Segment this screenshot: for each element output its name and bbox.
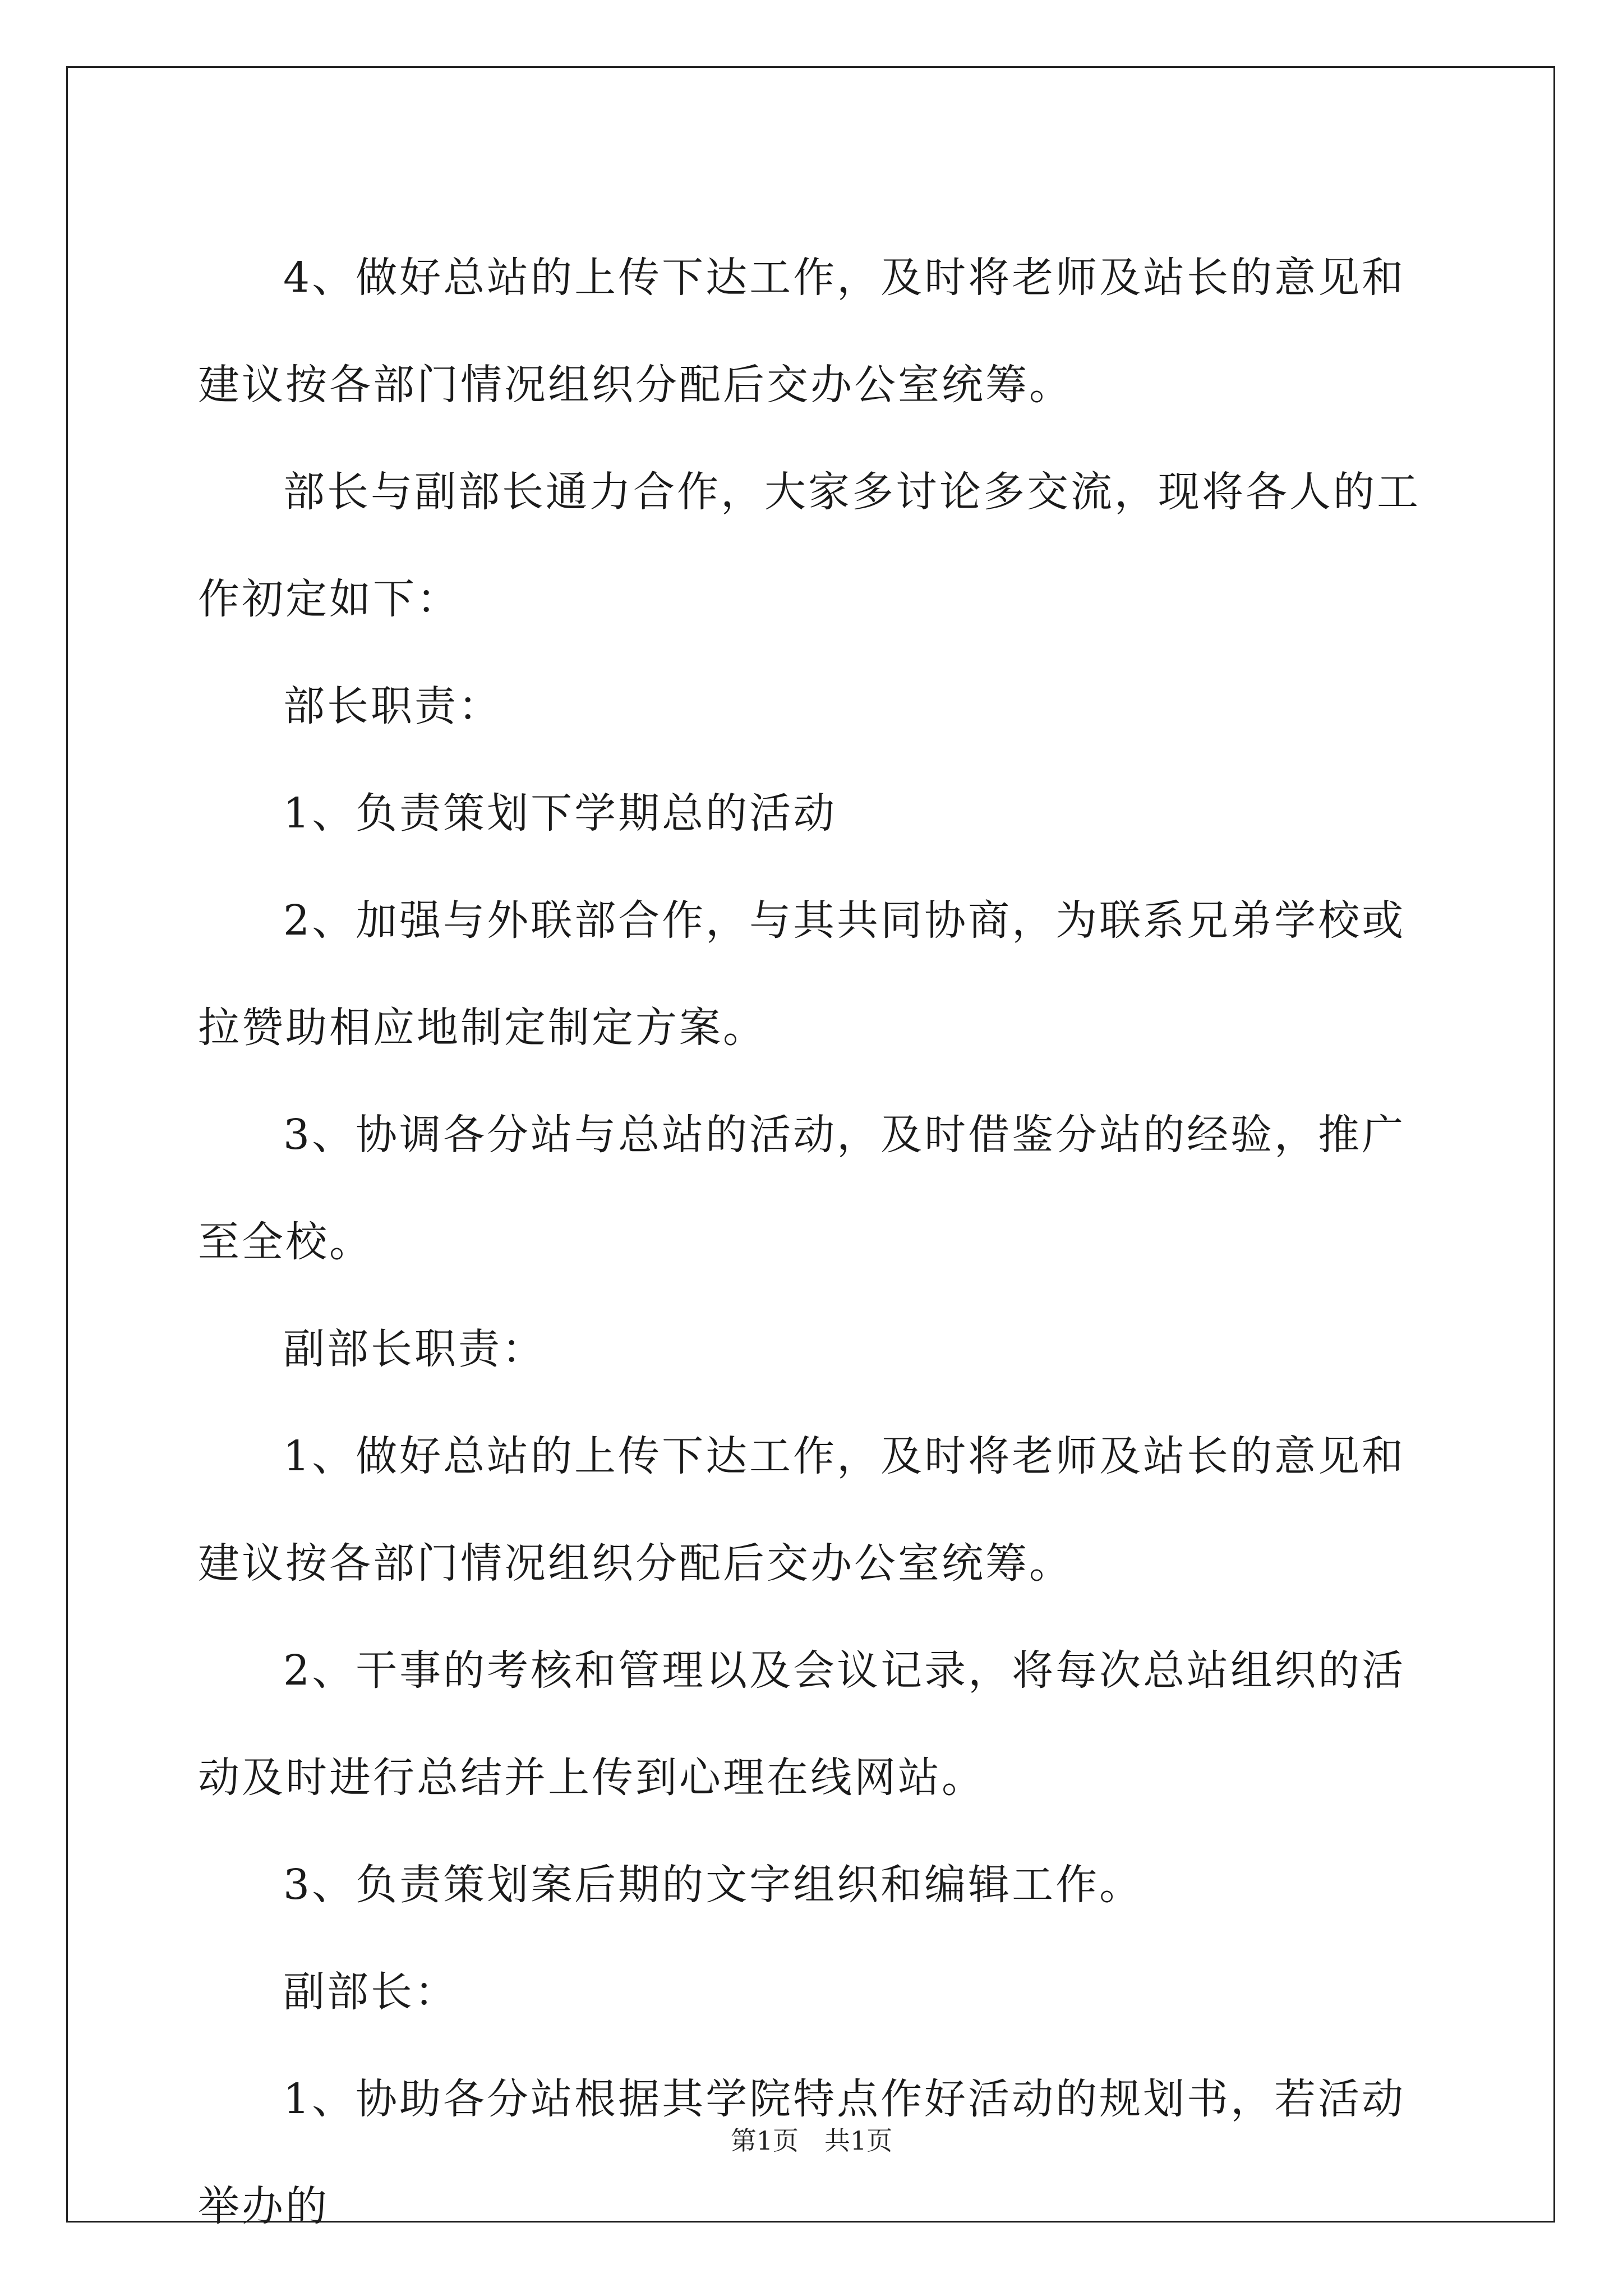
paragraph: 1、负责策划下学期总的活动 xyxy=(283,789,837,838)
paragraph: 1、做好总站的上传下达工作，及时将老师及站长的意见和建议按各部门情况组织分配后交办公室统筹。 xyxy=(198,1432,1406,1588)
paragraph: 3、协调各分站与总站的活动，及时借鉴分站的经验，推广至全校。 xyxy=(198,1111,1406,1266)
paragraph: 4、做好总站的上传下达工作，及时将老师及站长的意见和建议按各部门情况组织分配后交办公室统筹。 xyxy=(198,254,1406,409)
section-heading: 部长职责： xyxy=(283,682,502,730)
paragraph: 3、负责策划案后期的文字组织和编辑工作。 xyxy=(283,1861,1144,1909)
paragraph: 1、协助各分站根据其学院特点作好活动的规划书，若活动举办的 xyxy=(198,2075,1406,2230)
page-number-footer: 第1页 共1页 xyxy=(730,2125,893,2156)
section-heading: 副部长： xyxy=(283,1968,458,2016)
paragraph: 2、加强与外联部合作，与其共同协商，为联系兄弟学校或拉赞助相应地制定制定方案。 xyxy=(198,896,1406,1052)
section-heading: 副部长职责： xyxy=(283,1325,546,1373)
document-body xyxy=(198,224,1426,2260)
paragraph: 2、干事的考核和管理以及会议记录，将每次总站组织的活动及时进行总结并上传到心理在线网站。 xyxy=(198,1646,1406,1802)
paragraph: 部长与副部长通力合作，大家多讨论多交流，现将各人的工作初定如下： xyxy=(198,468,1421,623)
